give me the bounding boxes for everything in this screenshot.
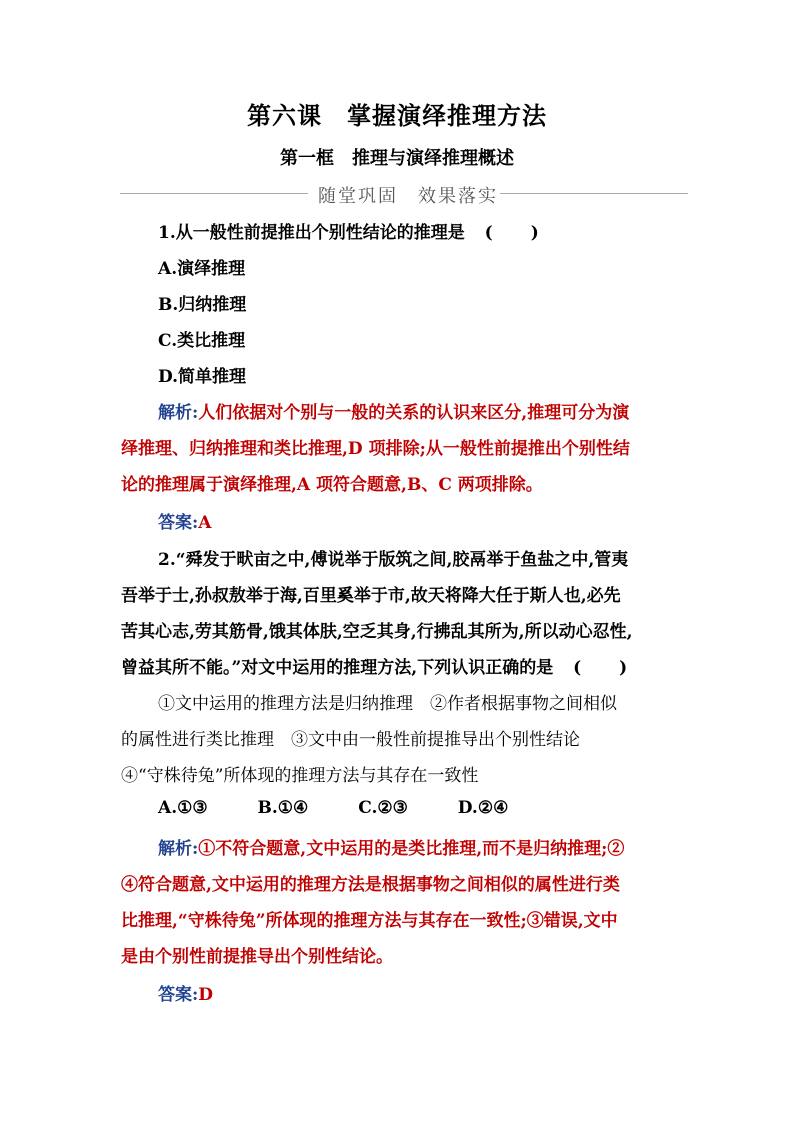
q2-choice-a: A.①③ xyxy=(158,798,208,818)
q2-choice-c: C.②③ xyxy=(358,798,408,818)
q2-answer-label: 答案: xyxy=(158,985,199,1005)
q1-answer-label: 答案: xyxy=(158,513,199,533)
q2-stem-text-4: 曾益其所不能。”对文中运用的推理方法,下列认识正确的是 xyxy=(121,658,554,678)
q1-stem xyxy=(158,218,539,243)
q1-option-d: D.简单推理 xyxy=(158,367,247,387)
q2-choices xyxy=(158,798,552,818)
q2-stem-line-2: 吾举于士,孙叔敖举于海,百里奚举于市,故天将降大任于斯人也,必先 xyxy=(121,586,621,606)
q2-statement-line-1: ①文中运用的推理方法是归纳推理 ②作者根据事物之间相似 xyxy=(158,694,617,714)
q2-analysis-line-4: 是由个别性前提推导出个别性结论。 xyxy=(121,947,393,967)
q1-analysis-line-2: 绎推理、归纳推理和类比推理,D 项排除;从一般性前提推出个别性结 xyxy=(121,439,630,459)
q1-stem-text: 1.从一般性前提推出个别性结论的推理是 xyxy=(158,223,465,243)
q2-answer xyxy=(158,980,213,1005)
q2-stem-line-1: 2.“舜发于畎亩之中,傅说举于版筑之间,胶鬲举于鱼盐之中,管夷 xyxy=(158,550,629,570)
q1-analysis-line-3: 论的推理属于演绎推理,A 项符合题意,B、C 两项排除。 xyxy=(121,475,543,495)
q2-answer-value: D xyxy=(198,985,214,1005)
banner-divider-right xyxy=(500,193,688,194)
q1-analysis-line-1 xyxy=(158,398,629,423)
banner-divider-left xyxy=(120,193,308,194)
section-banner xyxy=(120,180,688,208)
q2-analysis-line-1 xyxy=(158,834,624,859)
q2-statement-line-3: ④“守株待兔”所体现的推理方法与其存在一致性 xyxy=(121,766,479,786)
q2-paren-open: ( xyxy=(573,658,582,678)
q2-paren-close: ) xyxy=(619,658,628,678)
q1-analysis-text-1: 人们依据对个别与一般的关系的认识来区分,推理可分为演 xyxy=(198,403,630,423)
q1-option-c: C.类比推理 xyxy=(158,331,246,351)
q2-analysis-line-2: ④符合题意,文中运用的推理方法是根据事物之间相似的属性进行类 xyxy=(121,875,620,895)
banner-text: 随堂巩固 效果落实 xyxy=(318,186,498,207)
q2-choice-d: D.②④ xyxy=(457,798,509,818)
q2-stem-line-3: 苦其心志,劳其筋骨,饿其体肤,空乏其身,行拂乱其所为,所以动心忍性, xyxy=(121,622,633,642)
q2-statement-line-2: 的属性进行类比推理 ③文中由一般性前提推导出个别性结论 xyxy=(121,730,580,750)
q1-option-a: A.演绎推理 xyxy=(158,259,246,279)
q2-analysis-line-3: 比推理,“守株待兔”所体现的推理方法与其存在一致性;③错误,文中 xyxy=(121,911,618,931)
q2-analysis-label: 解析: xyxy=(158,839,199,859)
q2-choice-b: B.①④ xyxy=(257,798,309,818)
q1-answer-value: A xyxy=(198,513,212,533)
q2-stem-line-4 xyxy=(121,653,627,678)
lesson-title: 第六课 掌握演绎推理方法 xyxy=(247,101,547,130)
q1-paren-open: ( xyxy=(484,223,493,243)
q1-paren-close: ) xyxy=(530,223,539,243)
q1-answer xyxy=(158,508,211,533)
section-subtitle: 第一框 推理与演绎推理概述 xyxy=(280,148,514,169)
q2-analysis-text-1: ①不符合题意,文中运用的是类比推理,而不是归纳推理;② xyxy=(198,839,625,859)
q1-option-b: B.归纳推理 xyxy=(158,295,247,315)
q1-analysis-label: 解析: xyxy=(158,403,199,423)
